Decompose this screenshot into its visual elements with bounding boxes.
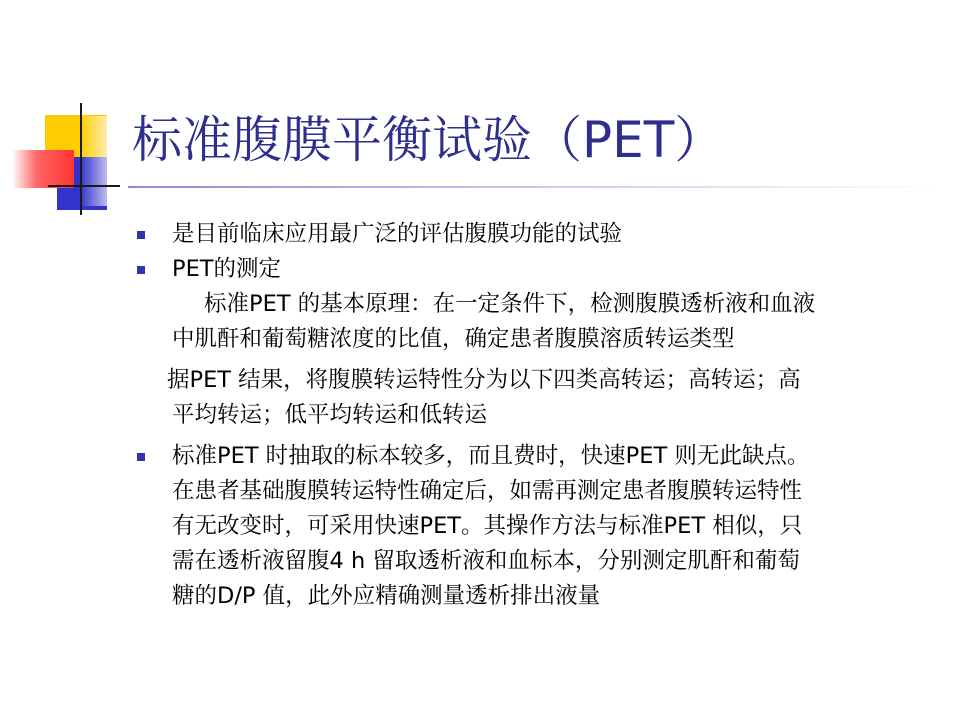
title-underline: [128, 186, 940, 188]
principle-text-line: 标准PET 的基本原理：在一定条件下，检测腹膜透析液和血液: [204, 291, 816, 317]
slide-logo-decoration: [0, 0, 140, 230]
logo-red-bar: [12, 150, 74, 188]
slide-title: 标准腹膜平衡试验（PET）: [132, 111, 725, 169]
bullet-square-icon: [137, 231, 145, 239]
classify-text-line: 平均转运；低平均转运和低转运: [172, 402, 488, 428]
principle-text-line: 中肌酐和葡萄糖浓度的比值，确定患者腹膜溶质转运类型: [172, 326, 735, 352]
logo-fade: [80, 116, 120, 206]
logo-vertical-line: [80, 103, 82, 215]
classify-text-line: 据PET 结果，将腹膜转运特性分为以下四类高转运；高转运；高: [167, 367, 801, 393]
slide-content: [132, 217, 932, 614]
fast-pet-text-line: 有无改变时，可采用快速PET。其操作方法与标准PET 相似，只: [172, 513, 803, 539]
bullet-text: 是目前临床应用最广泛的评估腹膜功能的试验: [172, 221, 623, 247]
logo-horizontal-line: [48, 185, 120, 187]
bullet-square-icon: [137, 266, 145, 274]
fast-pet-text-line: 在患者基础腹膜转运特性确定后，如需再测定患者腹膜转运特性: [172, 478, 803, 504]
fast-pet-text-line: 糖的D/P 值，此外应精确测量透析排出液量: [172, 583, 601, 609]
bullet-square-icon: [137, 453, 145, 461]
fast-pet-text-line: 需在透析液留腹4 h 留取透析液和血标本，分别测定肌酐和葡萄: [172, 548, 800, 574]
bullet-item: [132, 252, 932, 287]
bullet-item: [132, 439, 932, 474]
bullet-text: 标准PET 时抽取的标本较多，而且费时，快速PET 则无此缺点。: [172, 443, 810, 469]
bullet-text: PET的测定: [172, 256, 282, 282]
bullet-item: [132, 217, 932, 252]
